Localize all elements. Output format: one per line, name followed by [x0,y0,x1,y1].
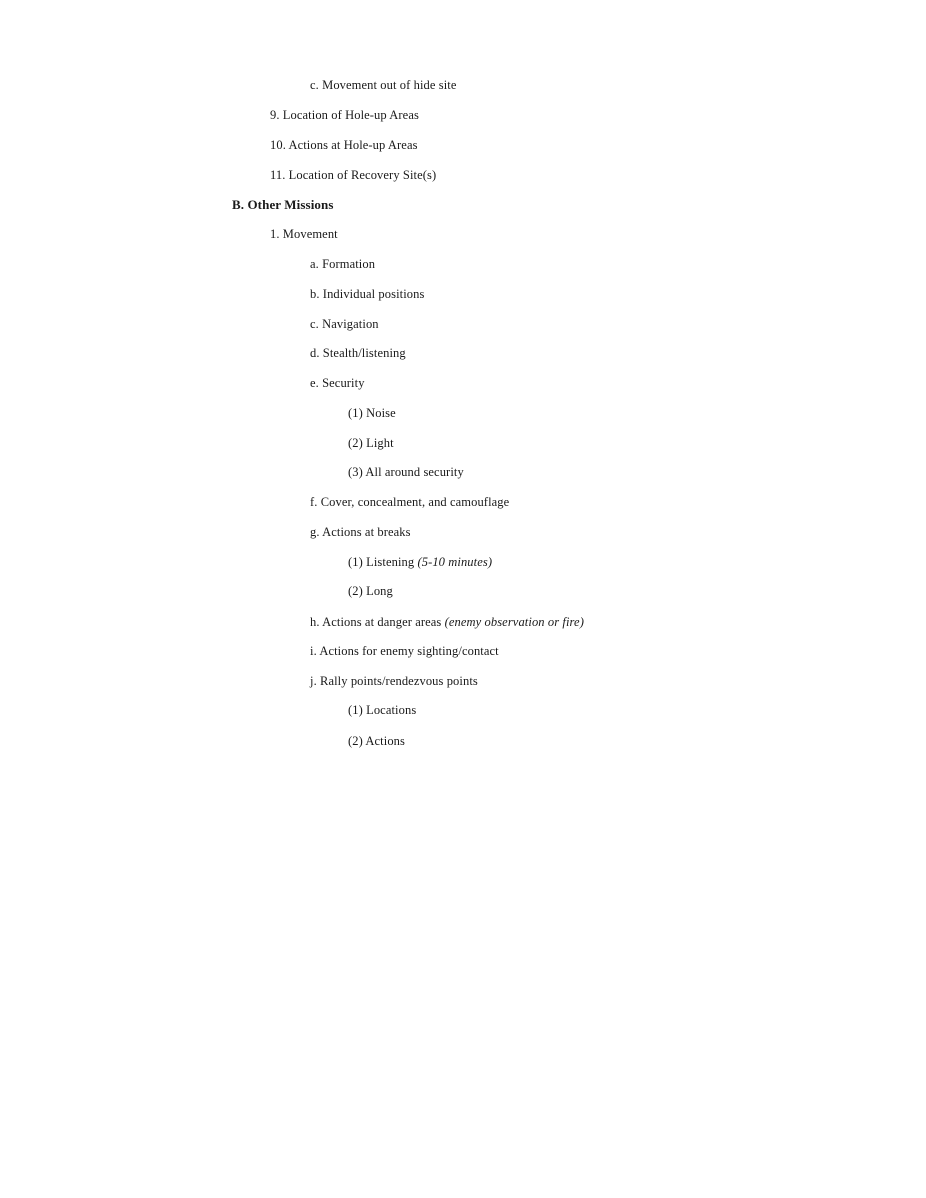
outline-item-note: (5-10 minutes) [417,555,493,569]
outline-item [310,614,584,630]
outline-item: b. Individual positions [310,287,425,301]
outline-item: i. Actions for enemy sighting/contact [310,644,499,658]
outline-item-note: (enemy observation or fire) [444,615,584,629]
outline-item: 10. Actions at Hole-up Areas [270,138,418,152]
outline-item: a. Formation [310,257,376,271]
outline-item: g. Actions at breaks [310,525,411,539]
outline-item: (2) Actions [348,734,405,748]
outline-item: (1) Locations [348,703,417,717]
outline-item: (2) Light [348,436,394,450]
outline-item: 11. Location of Recovery Site(s) [270,168,437,182]
outline-item: d. Stealth/listening [310,346,406,360]
outline-item: j. Rally points/rendezvous points [310,674,478,688]
outline-item: (3) All around security [348,465,464,479]
outline-item [348,554,492,570]
outline-item: c. Navigation [310,317,379,331]
outline-item: (1) Noise [348,406,396,420]
outline-item: c. Movement out of hide site [310,78,457,92]
outline-item: 1. Movement [270,227,338,241]
outline-item-text: (1) Listening [348,555,415,569]
outline-item: f. Cover, concealment, and camouflage [310,495,510,509]
section-heading: B. Other Missions [232,197,334,212]
outline-item: 9. Location of Hole-up Areas [270,108,419,122]
outline-item: (2) Long [348,584,393,598]
outline-item-text: h. Actions at danger areas [310,615,442,629]
outline-item: e. Security [310,376,365,390]
